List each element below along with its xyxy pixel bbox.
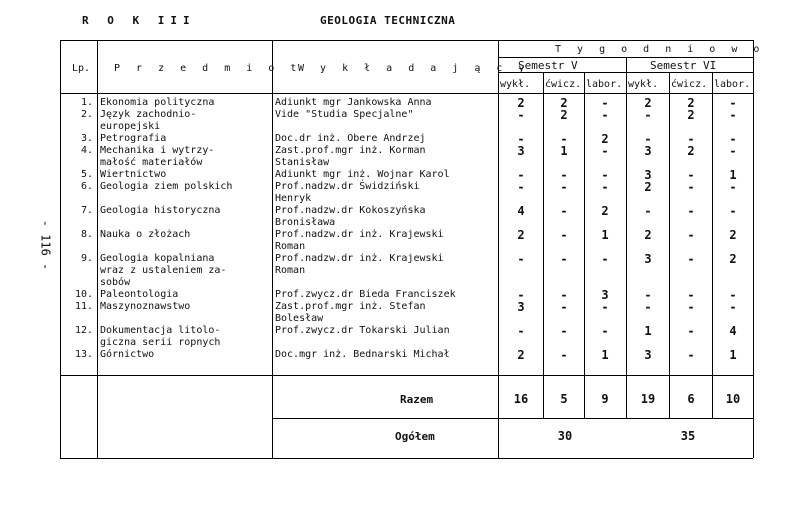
row-lecturer: Zast.prof.mgr inż. Stefan [275,301,426,312]
row-value: - [517,132,525,146]
row-value: 2 [601,132,609,146]
row-value: - [560,300,568,314]
row-lp: 5. [81,169,94,180]
razem-value: 10 [725,392,741,406]
row-value: - [601,168,609,182]
row-value: 1 [729,168,737,182]
row-value: - [517,288,525,302]
row-subject: Ekonomia polityczna [100,97,215,108]
row-value: - [729,288,737,302]
sub-column-line-s6b [712,72,713,418]
row-value: - [560,324,568,338]
row-value: 2 [560,108,568,122]
row-value: - [687,348,695,362]
row-value: - [729,96,737,110]
row-value: 2 [687,96,695,110]
row-lecturer: Prof.zwycz.dr Tokarski Julian [275,325,450,336]
row-value: 2 [517,96,525,110]
row-value: 4 [517,204,525,218]
row-lecturer: Adiunkt mgr Jankowska Anna [275,97,432,108]
row-value: - [601,180,609,194]
semester-divider [626,57,627,418]
row-subject: wraz z ustaleniem za- [100,265,227,276]
row-value: - [560,228,568,242]
row-lp: 3. [81,133,94,144]
ogolem-sem5-value: 30 [557,429,573,443]
row-lecturer: Doc.mgr inż. Bednarski Michał [275,349,450,360]
row-value: - [729,108,737,122]
column-line-subjR [272,40,273,458]
row-value: 3 [644,252,652,266]
semester-5-header: Semestr V [518,59,578,72]
row-value: 1 [644,324,652,338]
row-subject: europejski [100,121,161,132]
row-value: 1 [601,228,609,242]
row-value: 2 [644,228,652,242]
row-value: - [644,108,652,122]
row-value: - [517,252,525,266]
row-value: - [687,300,695,314]
weekly-header: T y g o d n i o w o [555,44,765,55]
row-value: 3 [644,348,652,362]
row-value: - [560,252,568,266]
row-subject: Paleontologia [100,289,179,300]
row-lecturer: Prof.nadzw.dr Świdziński [275,181,420,192]
row-lp: 7. [81,205,94,216]
row-value: 4 [729,324,737,338]
row-lp: 12. [75,325,94,336]
column-line-lectR [498,40,499,458]
row-value: 2 [687,108,695,122]
row-subject: sobów [100,277,131,288]
row-value: - [560,288,568,302]
row-value: - [687,204,695,218]
row-value: - [729,180,737,194]
row-value: - [687,180,695,194]
row-subject: Mechanika i wytrzy- [100,145,215,156]
row-value: - [687,288,695,302]
row-value: - [729,132,737,146]
row-subject: Maszynoznawstwo [100,301,191,312]
row-value: - [687,324,695,338]
razem-value: 5 [560,392,568,406]
row-lp: 11. [75,301,94,312]
column-line-lpR [97,40,98,458]
row-lecturer: Bolesław [275,313,324,324]
column-line-right [753,40,754,458]
row-lecturer: Stanisław [275,157,330,168]
row-value: - [644,288,652,302]
row-value: 2 [601,204,609,218]
row-value: - [517,108,525,122]
row-value: - [560,168,568,182]
row-value: - [601,96,609,110]
row-value: 1 [601,348,609,362]
row-subject: Nauka o złożach [100,229,191,240]
row-value: - [729,144,737,158]
row-lecturer: Henryk [275,193,312,204]
row-value: - [644,204,652,218]
row-value: - [517,168,525,182]
row-value: - [601,300,609,314]
row-lp: 9. [81,253,94,264]
s6-subheader: ćwicz. [671,79,708,90]
row-subject: Dokumentacja litolo- [100,325,221,336]
row-value: - [560,204,568,218]
row-subject: Język zachodnio- [100,109,197,120]
row-value: 2 [560,96,568,110]
row-value: 2 [517,228,525,242]
s5-subheader: labor. [586,79,623,90]
razem-value: 16 [513,392,529,406]
razem-value: 9 [601,392,609,406]
row-lp: 1. [81,97,94,108]
row-subject: giczna serii ropnych [100,337,221,348]
row-lecturer: Prof.zwycz.dr Bieda Franciszek [275,289,456,300]
row-subject: Górnictwo [100,349,155,360]
row-value: 2 [644,180,652,194]
razem-value: 6 [687,392,695,406]
table-border-bottom [60,458,753,459]
row-value: - [517,180,525,194]
row-subject: Geologia ziem polskich [100,181,233,192]
row-value: - [687,228,695,242]
year-label: R O K III [82,14,196,27]
ogolem-sem6-value: 35 [680,429,696,443]
row-lecturer: Adiunkt mgr inż. Wojnar Karol [275,169,450,180]
row-value: - [601,324,609,338]
row-lp: 10. [75,289,94,300]
row-subject: Wiertnictwo [100,169,167,180]
s5-subheader: ćwicz. [545,79,582,90]
row-lecturer: Doc.dr inż. Obere Andrzej [275,133,426,144]
row-value: - [687,168,695,182]
razem-bottom-line [272,418,753,419]
row-lecturer: Vide "Studia Specjalne" [275,109,414,120]
rows-bottom-line [60,375,753,376]
row-value: - [517,324,525,338]
row-value: - [729,300,737,314]
row-lecturer: Prof.nadzw.dr inż. Krajewski [275,253,444,264]
row-value: 2 [729,252,737,266]
row-value: 1 [729,348,737,362]
semester-6-header: Semestr VI [650,59,717,72]
row-value: - [560,132,568,146]
row-value: - [601,108,609,122]
column-line-left [60,40,61,458]
row-subject: Petrografia [100,133,167,144]
row-lecturer: Roman [275,241,306,252]
subject-header: P r z e d m i o t [114,63,302,74]
row-lecturer: Prof.nadzw.dr Kokoszyńska [275,205,426,216]
s5-subheader: wykł. [500,79,531,90]
row-value: 3 [601,288,609,302]
row-value: - [601,144,609,158]
row-subject: małość materiałów [100,157,203,168]
sub-column-line-s6a [669,72,670,418]
row-value: 2 [517,348,525,362]
table-border-top [60,40,753,41]
lecturer-header: W y k ł a d a j ą c y [298,63,530,74]
sub-column-line-s5a [543,72,544,418]
row-value: 3 [517,144,525,158]
row-value: 3 [644,144,652,158]
header-bottom-line [60,93,753,94]
row-value: 2 [644,96,652,110]
page-number: - 116 - [38,219,53,271]
row-lp: 2. [81,109,94,120]
razem-label: Razem [400,393,434,406]
row-lecturer: Roman [275,265,306,276]
s6-subheader: wykł. [628,79,659,90]
row-subject: Geologia kopalniana [100,253,215,264]
razem-value: 19 [640,392,656,406]
row-value: - [560,180,568,194]
sub-column-line-s5b [584,72,585,418]
lp-header: Lp. [72,63,91,74]
row-lp: 4. [81,145,94,156]
row-value: - [601,252,609,266]
ogolem-label: Ogółem [395,430,435,443]
row-value: - [644,132,652,146]
row-value: - [687,132,695,146]
document-title: GEOLOGIA TECHNICZNA [320,14,456,27]
row-subject: Geologia historyczna [100,205,221,216]
row-value: - [644,300,652,314]
row-value: 1 [560,144,568,158]
row-value: 2 [687,144,695,158]
row-value: - [687,252,695,266]
row-lecturer: Prof.nadzw.dr inż. Krajewski [275,229,444,240]
row-value: 3 [517,300,525,314]
row-lp: 13. [75,349,94,360]
row-lecturer: Bronisława [275,217,336,228]
row-value: - [560,348,568,362]
row-value: 2 [729,228,737,242]
row-value: 3 [644,168,652,182]
row-value: - [729,204,737,218]
row-lp: 8. [81,229,94,240]
row-lecturer: Zast.prof.mgr inż. Korman [275,145,426,156]
s6-subheader: labor. [714,79,751,90]
row-lp: 6. [81,181,94,192]
